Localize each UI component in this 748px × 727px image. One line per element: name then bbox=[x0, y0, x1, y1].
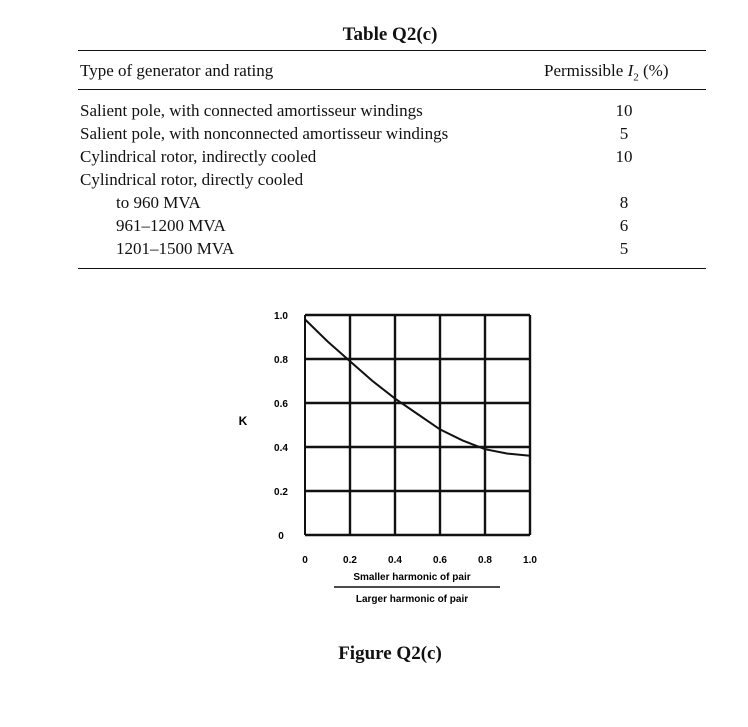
x-axis-label-denominator: Larger harmonic of pair bbox=[355, 594, 469, 605]
y-tick-label: 0.6 bbox=[274, 399, 288, 410]
column-header-type: Type of generator and rating bbox=[80, 61, 274, 80]
table-row-value: 10 bbox=[615, 101, 633, 120]
figure-caption: Figure Q2(c) bbox=[338, 643, 442, 664]
y-tick-label: 0.4 bbox=[274, 443, 288, 454]
header-variable: I bbox=[627, 61, 634, 80]
y-axis-label: K bbox=[238, 414, 248, 428]
table-row-label: Salient pole, with nonconnected amortisseur windings bbox=[80, 124, 449, 143]
header-subscript: 2 bbox=[633, 71, 639, 84]
table-row-label: 1201–1500 MVA bbox=[116, 239, 235, 258]
y-tick-label: 1.0 bbox=[274, 311, 288, 322]
y-tick-label: 0.8 bbox=[274, 355, 288, 366]
x-tick-label: 0.6 bbox=[433, 555, 447, 566]
table-row-label: Salient pole, with connected amortisseur windings bbox=[80, 101, 423, 120]
y-tick-label: 0 bbox=[278, 531, 284, 542]
table-row-value: 5 bbox=[619, 239, 629, 258]
x-tick-label: 0.8 bbox=[478, 555, 492, 566]
table-row-value: 8 bbox=[619, 193, 629, 212]
table-row-label: Cylindrical rotor, indirectly cooled bbox=[80, 147, 317, 166]
x-axis-label-numerator: Smaller harmonic of pair bbox=[353, 572, 471, 583]
table-caption: Table Q2(c) bbox=[342, 24, 438, 45]
table-row-value: 10 bbox=[615, 147, 633, 166]
x-tick-label: 1.0 bbox=[523, 555, 537, 566]
header-suffix: (%) bbox=[638, 61, 669, 80]
x-tick-label: 0 bbox=[302, 555, 308, 566]
table-row-value: 5 bbox=[619, 124, 629, 143]
table-row-label: to 960 MVA bbox=[116, 193, 201, 212]
x-tick-label: 0.4 bbox=[388, 555, 402, 566]
chart-grid bbox=[305, 315, 530, 535]
table-row-label: 961–1200 MVA bbox=[116, 216, 226, 235]
table-row-label: Cylindrical rotor, directly cooled bbox=[80, 170, 304, 189]
series-line-k bbox=[305, 319, 530, 455]
header-prefix: Permissible bbox=[544, 61, 628, 80]
chart-ticks bbox=[274, 311, 537, 566]
x-tick-label: 0.2 bbox=[343, 555, 357, 566]
table-row-value: 6 bbox=[619, 216, 629, 235]
y-tick-label: 0.2 bbox=[274, 487, 288, 498]
